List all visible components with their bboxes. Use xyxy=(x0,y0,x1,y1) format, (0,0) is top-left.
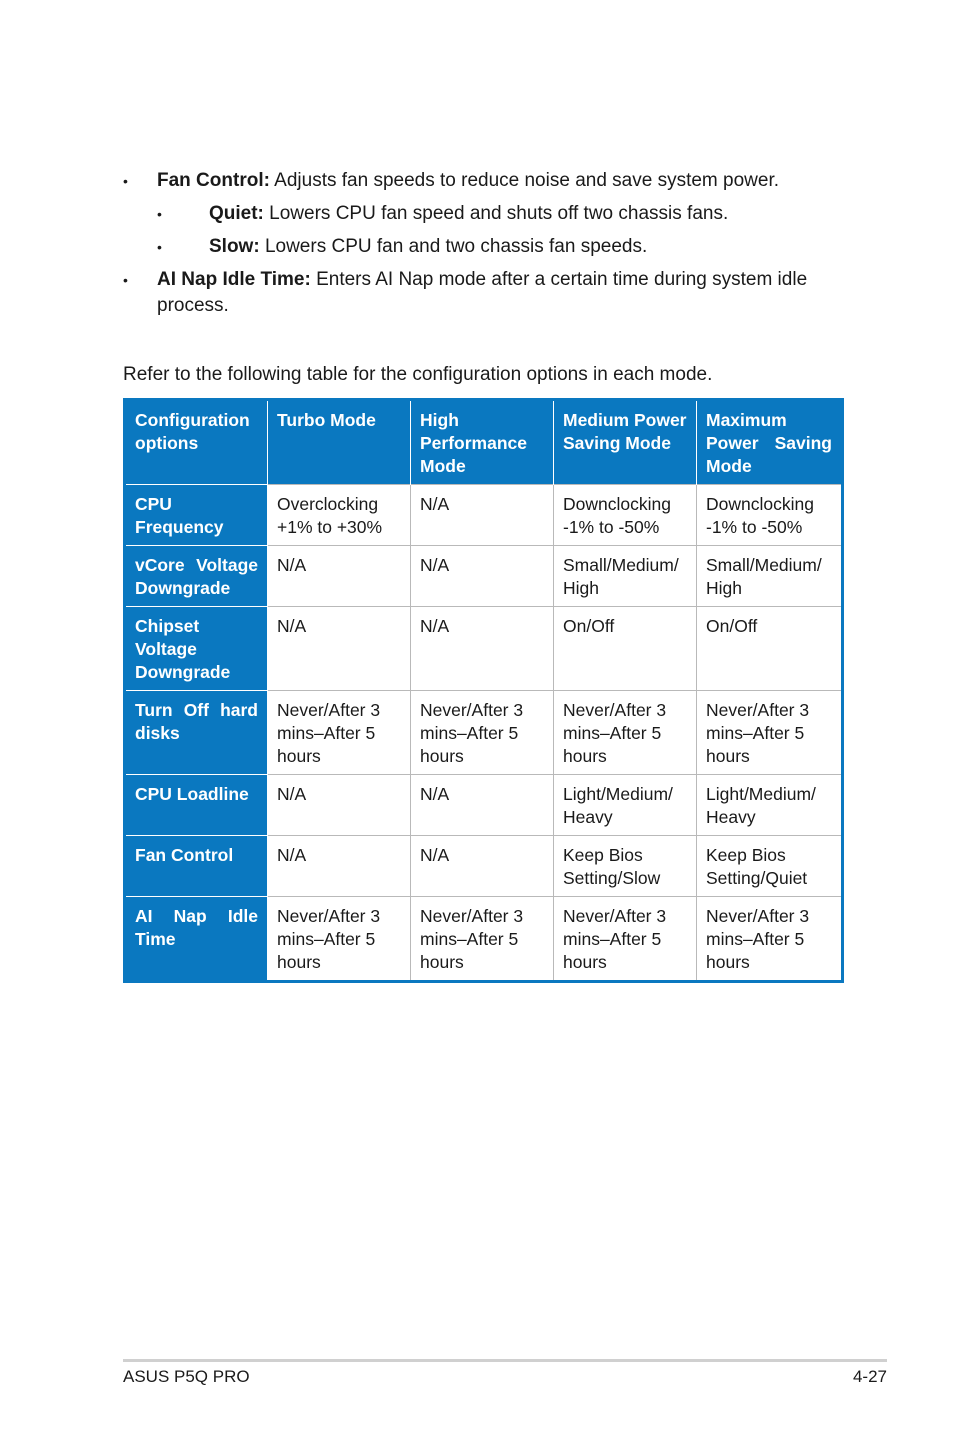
table-row xyxy=(125,485,843,546)
table-cell: N/A xyxy=(268,546,411,607)
table-cell: Light/Medium/ Heavy xyxy=(697,775,843,836)
table-cell: Small/Medium/ High xyxy=(697,546,843,607)
table-cell: N/A xyxy=(411,485,554,546)
table-cell: Small/Medium/ High xyxy=(554,546,697,607)
table-header-row xyxy=(125,400,843,485)
footer-product-name: ASUS P5Q PRO xyxy=(123,1367,250,1386)
bullet-text: Lowers CPU fan and two chassis fan speeds. xyxy=(259,236,648,257)
table-cell: N/A xyxy=(411,607,554,691)
row-label-turn-off-hard-disks: Turn Off hard disks xyxy=(125,691,268,775)
table-cell: Never/After 3 mins–After 5 hours xyxy=(697,897,843,982)
table-cell: Keep Bios Setting/Slow xyxy=(554,836,697,897)
header-configuration-options: Configuration options xyxy=(125,400,268,485)
table-cell: On/Off xyxy=(554,607,697,691)
table-cell: Light/Medium/ Heavy xyxy=(554,775,697,836)
table-cell: N/A xyxy=(268,836,411,897)
bullet-quiet xyxy=(123,201,841,227)
row-label-fan-control: Fan Control xyxy=(125,836,268,897)
table-cell: Downclocking -1% to -50% xyxy=(697,485,843,546)
bullet-list xyxy=(123,168,841,326)
config-table xyxy=(123,398,844,983)
row-label-chipset-voltage: Chipset Voltage Downgrade xyxy=(125,607,268,691)
row-label-cpu-frequency: CPU Frequency xyxy=(125,485,268,546)
bullet-slow xyxy=(123,234,841,260)
table-cell: N/A xyxy=(268,607,411,691)
table-cell: Never/After 3 mins–After 5 hours xyxy=(268,897,411,982)
footer-divider xyxy=(123,1359,887,1362)
bullet-dot: • xyxy=(123,272,128,288)
table-cell: Never/After 3 mins–After 5 hours xyxy=(411,897,554,982)
row-label-ai-nap-idle-time: AI Nap Idle Time xyxy=(125,897,268,982)
table-cell: N/A xyxy=(411,546,554,607)
bullet-text: Adjusts fan speeds to reduce noise and save system power. xyxy=(269,170,780,191)
header-high-performance-mode: High Performance Mode xyxy=(411,400,554,485)
table-row xyxy=(125,691,843,775)
table-cell: N/A xyxy=(268,775,411,836)
bullet-fan-control xyxy=(123,168,841,194)
bullet-ai-nap xyxy=(123,267,841,319)
table-row xyxy=(125,836,843,897)
table-cell: On/Off xyxy=(697,607,843,691)
footer-page-number: 4-27 xyxy=(852,1367,887,1386)
table-cell: Never/After 3 mins–After 5 hours xyxy=(697,691,843,775)
bullet-label: Fan Control: xyxy=(157,170,270,191)
bullet-label: AI Nap Idle Time: xyxy=(157,269,311,290)
row-label-vcore-voltage: vCore Voltage Downgrade xyxy=(125,546,268,607)
row-label-cpu-loadline: CPU Loadline xyxy=(125,775,268,836)
table-row xyxy=(125,775,843,836)
bullet-dot: • xyxy=(157,206,162,222)
table-cell: N/A xyxy=(411,775,554,836)
table-cell: N/A xyxy=(411,836,554,897)
bullet-text: Enters AI Nap mode after a certain time during system idle process. xyxy=(157,269,808,316)
table-row xyxy=(125,607,843,691)
table-cell: Never/After 3 mins–After 5 hours xyxy=(554,897,697,982)
intro-text: Refer to the following table for the configuration options in each mode. xyxy=(123,364,713,385)
bullet-dot: • xyxy=(157,239,162,255)
header-turbo-mode: Turbo Mode xyxy=(268,400,411,485)
table-cell: Never/After 3 mins–After 5 hours xyxy=(268,691,411,775)
table-row xyxy=(125,897,843,982)
bullet-dot: • xyxy=(123,173,128,189)
bullet-text: Lowers CPU fan speed and shuts off two chassis fans. xyxy=(263,203,729,224)
table-cell: Never/After 3 mins–After 5 hours xyxy=(554,691,697,775)
header-maximum-power-saving-mode: Maximum Power Saving Mode xyxy=(697,400,843,485)
table-cell: Never/After 3 mins–After 5 hours xyxy=(411,691,554,775)
bullet-label: Slow: xyxy=(209,236,260,257)
table-cell: Downclocking -1% to -50% xyxy=(554,485,697,546)
table-row xyxy=(125,546,843,607)
table-cell: Keep Bios Setting/Quiet xyxy=(697,836,843,897)
header-medium-power-saving-mode: Medium Power Saving Mode xyxy=(554,400,697,485)
bullet-label: Quiet: xyxy=(209,203,264,224)
table-cell: Overclocking +1% to +30% xyxy=(268,485,411,546)
